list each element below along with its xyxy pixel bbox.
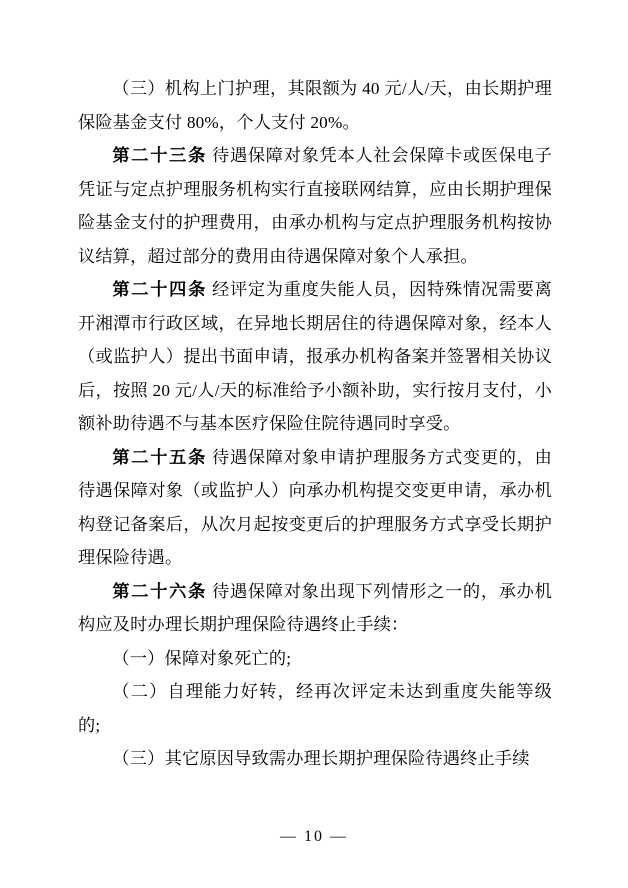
paragraph-text: （二）自理能力好转，经再次评定未达到重度失能等级的; [78, 682, 552, 735]
footer-dash-left: — [280, 828, 298, 845]
footer-dash-right: — [330, 828, 348, 845]
paragraph-text: 经评定为重度失能人员，因特殊情况需要离开湘潭市行政区域，在异地长期居住的待遇保障对象，经本人（或监护人）提出书面申请，报承办机构备案并签署相关协议后，按照 20 元/人/天的标准给予小额补助，实行按月支付，小额补助待遇不与基本医疗保险住院待遇同时享受。 [78, 280, 552, 433]
paragraph-item-2-ability-improved [78, 675, 552, 742]
paragraph-article-24 [78, 273, 552, 441]
paragraph-article-23 [78, 139, 552, 273]
paragraph-article-26 [78, 575, 552, 642]
paragraph-item-3-home-care-quota [78, 72, 552, 139]
article-heading: 第二十四条 [112, 280, 207, 299]
article-heading: 第二十五条 [112, 447, 207, 467]
page-footer [0, 828, 628, 846]
article-heading: 第二十六条 [112, 581, 207, 601]
paragraph-text: （三）机构上门护理，其限额为 40 元/人/天，由长期护理保险基金支付 80%，个人支付 20%。 [78, 79, 552, 132]
paragraph-text: （一）保障对象死亡的; [112, 648, 292, 668]
paragraph-item-1-death [78, 642, 552, 676]
paragraph-item-3-other-reasons [78, 742, 552, 776]
paragraph-article-25 [78, 441, 552, 575]
page-number: 10 [304, 828, 324, 845]
paragraph-text: 待遇保障对象出现下列情形之一的，承办机构应及时办理长期护理保险待遇终止手续： [78, 581, 552, 634]
paragraph-text: 待遇保障对象凭本人社会保障卡或医保电子凭证与定点护理服务机构实行直接联网结算，应由长期护理保险基金支付的护理费用，由承办机构与定点护理服务机构按协议结算，超过部分的费用由待遇保障对象个人承担。 [78, 146, 552, 266]
document-body [78, 72, 552, 776]
paragraph-text: 待遇保障对象申请护理服务方式变更的，由待遇保障对象（或监护人）向承办机构提交变更申请，承办机构登记备案后，从次月起按变更后的护理服务方式享受长期护理保险待遇。 [78, 447, 552, 567]
paragraph-text: （三）其它原因导致需办理长期护理保险待遇终止手续 [112, 749, 530, 768]
article-heading: 第二十三条 [112, 146, 207, 165]
